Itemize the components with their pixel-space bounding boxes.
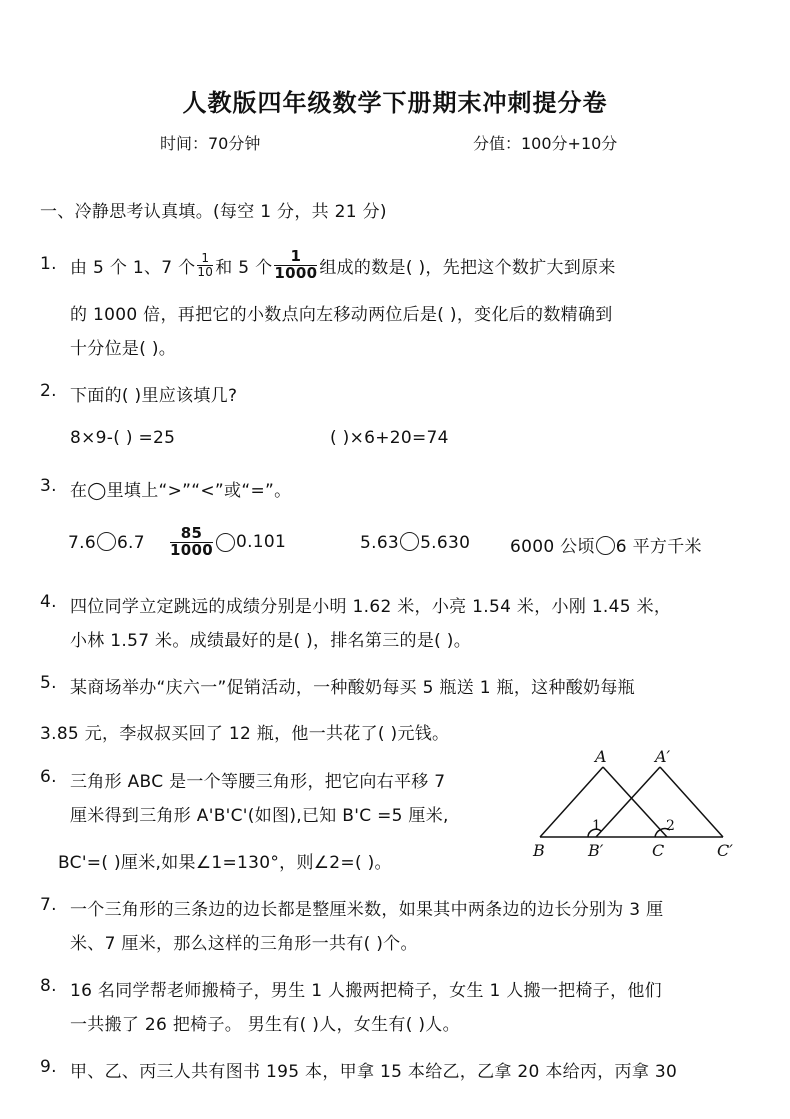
fraction-numerator: 1 [197,252,213,266]
point-label-a-prime: A′ [655,747,671,766]
question-number: 7. [40,895,57,915]
question-number: 5. [40,673,57,693]
question-number: 4. [40,592,57,612]
compare-right: 6 平方千米 [615,537,702,557]
page-title: 人教版四年级数学下册期末冲刺提分卷 [182,89,608,117]
fraction-numerator: 1 [274,249,317,266]
score-value: 分值：100分+10分 [473,134,618,153]
question-line: 小林 1.57 米。成绩最好的是( )，排名第三的是( )。 [70,631,471,651]
question-number: 3. [40,476,57,496]
point-label-b: B [533,841,545,860]
angle-1-label: 1 [592,818,601,834]
fraction-denominator: 1000 [170,540,213,559]
fraction [274,246,318,282]
compare-circle[interactable] [400,532,419,551]
question-line: 米、7 厘米，那么这样的三角形一共有( )个。 [70,934,418,954]
question-line [70,240,616,290]
compare-right: 0.101 [235,532,287,552]
question-text: 组成的数是( )，先把这个数扩大到原来 [319,257,616,278]
question-text: 和 5 个 [215,257,273,278]
question-line: 16 名同学帮老师搬椅子，男生 1 人搬两把椅子，女生 1 人搬一把椅子，他们 [70,981,662,1001]
point-label-b-prime: B′ [588,841,604,860]
comparison-item [510,532,702,557]
compare-left: 5.63 [360,533,400,553]
question-number: 2. [40,381,57,401]
point-label-c: C [652,841,665,860]
comparison-item [68,532,145,553]
time-limit: 时间：70分钟 [160,134,261,153]
question-line: 一共搬了 26 把椅子。 男生有( )人，女生有( )人。 [70,1015,460,1035]
point-label-a: A [595,747,607,766]
question-number: 6. [40,767,57,787]
compare-left: 6000 公顷 [510,537,595,557]
compare-circle[interactable] [97,532,116,551]
fraction-denominator: 1000 [274,263,318,282]
point-label-c-prime: C′ [717,841,733,860]
figure-lines [540,767,723,837]
question-line: 四位同学立定跳远的成绩分别是小明 1.62 米，小亮 1.54 米，小刚 1.45 米， [70,597,672,617]
compare-right: 5.630 [420,533,471,553]
angle-2-label: 2 [666,818,675,834]
triangle-abc-side [603,767,667,837]
comparison-item [360,532,470,553]
question-text: 由 5 个 1、7 个 [70,257,196,278]
question-line: 甲、乙、丙三人共有图书 195 本，甲拿 15 本给乙，乙拿 20 本给丙，丙拿 30 [70,1062,678,1082]
question-line: 某商场举办“庆六一”促销活动，一种酸奶每买 5 瓶送 1 瓶，这种酸奶每瓶 [70,678,635,698]
compare-right: 6.7 [116,533,145,553]
question-line: 的 1000 倍，再把它的小数点向左移动两位后是( )，变化后的数精确到 [70,305,613,325]
compare-left: 7.6 [68,533,96,553]
question-line: 三角形 ABC 是一个等腰三角形，把它向右平移 7 [70,772,446,792]
question-line: 在◯里填上“>”“<”或“=”。 [70,481,292,501]
question-line: 一个三角形的三条边的边长都是整厘米数，如果其中两条边的边长分别为 3 厘 [70,900,664,920]
question-line: 十分位是( )。 [70,339,177,359]
question-line: 厘米得到三角形 A'B'C'(如图),已知 B'C =5 厘米, [70,806,449,826]
fraction-denominator: 10 [197,264,214,279]
fraction [197,252,213,278]
question-line: BC'=( )厘米,如果∠1=130°，则∠2=( )。 [58,853,392,873]
question-number: 8. [40,976,57,996]
fraction-numerator: 85 [170,526,213,543]
equation: ( )×6+20=74 [330,428,449,448]
section-heading: 一、冷静思考认真填。(每空 1 分，共 21 分) [40,202,387,222]
equation: 8×9-( ) =25 [70,428,176,448]
compare-circle[interactable] [216,533,235,552]
question-line: 下面的( )里应该填几? [70,386,238,406]
question-line: 3.85 元，李叔叔买回了 12 瓶，他一共花了( )元钱。 [40,724,450,744]
triangle-a2b2c2-side [596,767,660,837]
fraction [170,523,213,559]
question-number: 1. [40,254,57,274]
question-number: 9. [40,1057,57,1077]
comparison-item [168,518,286,566]
triangle-translation-figure [525,742,750,867]
compare-circle[interactable] [596,536,615,555]
